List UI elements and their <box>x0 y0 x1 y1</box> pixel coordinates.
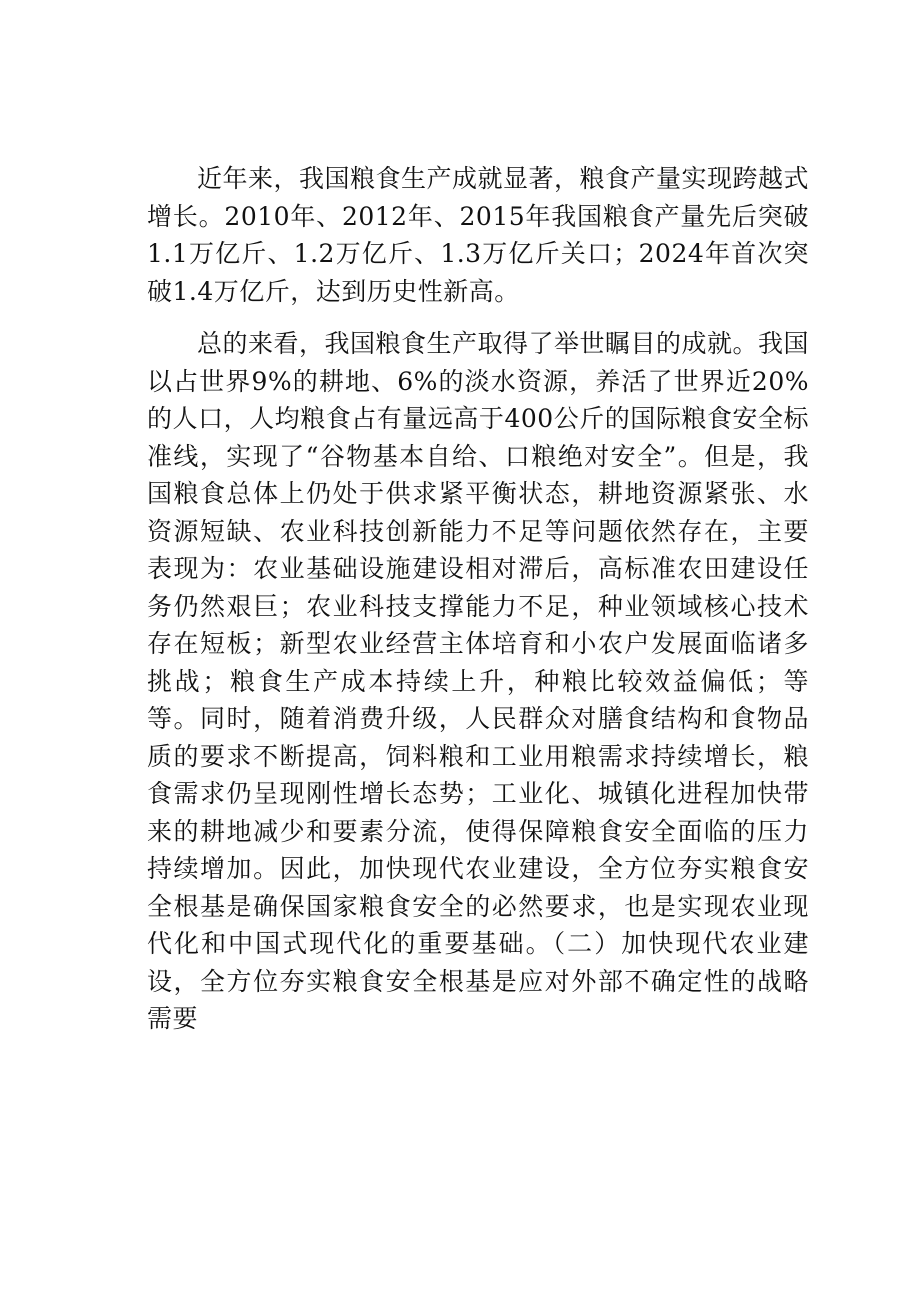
document-body <box>147 160 809 1038</box>
paragraph-grain-security-overview: 总的来看，我国粮食生产取得了举世瞩目的成就。我国以占世界9%的耕地、6%的淡水资源，养活了世界近20%的人口，人均粮食占有量远高于400公斤的国际粮食安全标准线，实现了“谷物基本自给、口粮绝对安全”。但是，我国粮食总体上仍处于供求紧平衡状态，耕地资源紧张、水资源短缺、农业科技创新能力不足等问题依然存在，主要表现为：农业基础设施建设相对滞后，高标准农田建设任务仍然艰巨；农业科技支撑能力不足，种业领域核心技术存在短板；新型农业经营主体培育和小农户发展面临诸多挑战；粮食生产成本持续上升，种粮比较效益偏低；等等。同时，随着消费升级，人民群众对膳食结构和食物品质的要求不断提高，饲料粮和工业用粮需求持续增长，粮食需求仍呈现刚性增长态势；工业化、城镇化进程加快带来的耕地减少和要素分流，使得保障粮食安全面临的压力持续增加。因此，加快现代农业建设，全方位夯实粮食安全根基是确保国家粮食安全的必然要求，也是实现农业现代化和中国式现代化的重要基础。（二）加快现代农业建设，全方位夯实粮食安全根基是应对外部不确定性的战略需要 <box>147 329 810 1033</box>
paragraph-grain-output-growth: 近年来，我国粮食生产成就显著，粮食产量实现跨越式增长。2010年、2012年、2015年我国粮食产量先后突破1.1万亿斤、1.2万亿斤、1.3万亿斤关口；2024年首次突破1.4万亿斤，达到历史性新高。 <box>147 164 810 306</box>
